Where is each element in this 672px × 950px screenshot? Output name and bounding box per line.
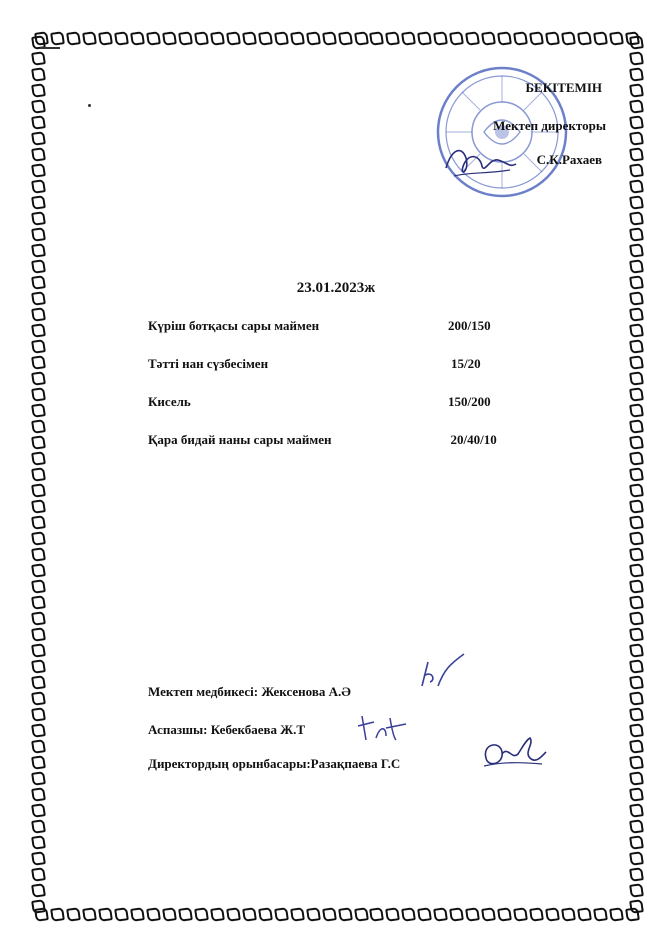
- border-ornament-icon: [628, 194, 644, 210]
- border-ornament-icon: [369, 30, 385, 46]
- border-ornament-icon: [628, 642, 644, 658]
- border-ornament-icon: [628, 530, 644, 546]
- dish-portion: 150/200: [448, 394, 491, 409]
- border-ornament-icon: [82, 30, 98, 46]
- border-ornament-icon: [30, 242, 46, 258]
- dish-name: Күріш ботқасы сары маймен: [148, 318, 320, 333]
- border-ornament-icon: [628, 626, 644, 642]
- border-ornament-icon: [628, 434, 644, 450]
- border-ornament-icon: [30, 754, 46, 770]
- border-ornament-icon: [417, 906, 433, 922]
- border-ornament-icon: [465, 30, 481, 46]
- director-name: С.К.Рахаев: [536, 152, 602, 167]
- border-ornament-icon: [321, 906, 337, 922]
- border-ornament-icon: [433, 30, 449, 46]
- menu-row: [148, 356, 548, 394]
- border-ornament-icon: [529, 30, 545, 46]
- menu-row: [148, 394, 548, 432]
- border-ornament-icon: [30, 418, 46, 434]
- border-ornament-icon: [30, 898, 46, 914]
- border-ornament-icon: [337, 906, 353, 922]
- border-ornament-icon: [30, 130, 46, 146]
- border-ornament-icon: [353, 906, 369, 922]
- border-ornament-icon: [30, 210, 46, 226]
- border-ornament-icon: [30, 690, 46, 706]
- border-ornament-icon: [576, 906, 592, 922]
- border-ornament-icon: [628, 562, 644, 578]
- border-ornament-icon: [433, 906, 449, 922]
- border-ornament-icon: [146, 906, 162, 922]
- border-ornament-icon: [162, 906, 178, 922]
- cook-line: Аспазшы: Кебекбаева Ж.Т: [148, 722, 306, 737]
- border-ornament-icon: [30, 50, 46, 66]
- border-ornament-icon: [30, 674, 46, 690]
- border-ornament-icon: [628, 722, 644, 738]
- border-ornament-icon: [30, 226, 46, 242]
- border-ornament-icon: [628, 178, 644, 194]
- border-ornament-icon: [353, 30, 369, 46]
- border-ornament-icon: [401, 30, 417, 46]
- border-ornament-icon: [30, 386, 46, 402]
- border-ornament-icon: [30, 722, 46, 738]
- director-position: Мектеп директоры: [493, 118, 606, 133]
- border-ornament-icon: [628, 674, 644, 690]
- border-ornament-icon: [98, 30, 114, 46]
- border-ornament-icon: [273, 906, 289, 922]
- border-ornament-icon: [628, 850, 644, 866]
- border-ornament-icon: [30, 482, 46, 498]
- border-ornament-icon: [146, 30, 162, 46]
- border-ornament-icon: [305, 30, 321, 46]
- border-ornament-icon: [289, 30, 305, 46]
- border-ornament-icon: [30, 434, 46, 450]
- dish-portion: 15/20: [451, 356, 481, 371]
- border-ornament-icon: [30, 114, 46, 130]
- nurse-line: Мектеп медбикесі: Жексенова А.Ә: [148, 684, 351, 699]
- border-ornament-icon: [30, 162, 46, 178]
- border-ornament-icon: [305, 906, 321, 922]
- border-ornament-icon: [30, 834, 46, 850]
- border-ornament-icon: [545, 30, 561, 46]
- border-ornament-icon: [628, 338, 644, 354]
- border-ornament-icon: [628, 546, 644, 562]
- border-ornament-icon: [66, 30, 82, 46]
- border-ornament-icon: [608, 906, 624, 922]
- menu-date: 23.01.2023ж: [296, 280, 376, 296]
- border-ornament-icon: [628, 770, 644, 786]
- speck: [88, 104, 91, 107]
- border-ornament-icon: [628, 146, 644, 162]
- border-ornament-icon: [628, 82, 644, 98]
- border-ornament-icon: [225, 906, 241, 922]
- border-ornament-icon: [628, 610, 644, 626]
- border-ornament-icon: [628, 242, 644, 258]
- border-ornament-icon: [417, 30, 433, 46]
- cook-signature: [356, 708, 410, 750]
- border-ornament-icon: [30, 578, 46, 594]
- border-ornament-icon: [30, 338, 46, 354]
- border-ornament-icon: [30, 786, 46, 802]
- border-ornament-icon: [225, 30, 241, 46]
- border-ornament-icon: [30, 322, 46, 338]
- border-ornament-icon: [628, 306, 644, 322]
- menu-row: [148, 432, 548, 470]
- border-ornament-icon: [449, 30, 465, 46]
- border-ornament-icon: [628, 834, 644, 850]
- border-ornament-icon: [628, 322, 644, 338]
- border-ornament-icon: [337, 30, 353, 46]
- border-ornament-icon: [30, 882, 46, 898]
- border-ornament-icon: [529, 906, 545, 922]
- border-ornament-icon: [560, 906, 576, 922]
- border-ornament-icon: [30, 530, 46, 546]
- border-ornament-icon: [30, 370, 46, 386]
- border-ornament-icon: [30, 178, 46, 194]
- border-ornament-icon: [30, 514, 46, 530]
- border-ornament-icon: [257, 906, 273, 922]
- border-ornament-icon: [628, 114, 644, 130]
- border-ornament-icon: [30, 354, 46, 370]
- border-ornament-icon: [30, 546, 46, 562]
- border-ornament-icon: [628, 786, 644, 802]
- border-ornament-icon: [30, 498, 46, 514]
- decorative-border-bottom: [34, 906, 640, 922]
- border-ornament-icon: [628, 34, 644, 50]
- border-ornament-icon: [560, 30, 576, 46]
- border-ornament-icon: [30, 562, 46, 578]
- border-ornament-icon: [628, 818, 644, 834]
- border-ornament-icon: [30, 770, 46, 786]
- border-ornament-icon: [628, 210, 644, 226]
- dish-name: Кисель: [148, 394, 191, 409]
- border-ornament-icon: [130, 30, 146, 46]
- border-ornament-icon: [513, 30, 529, 46]
- border-ornament-icon: [30, 194, 46, 210]
- menu-row: [148, 318, 548, 356]
- border-ornament-icon: [628, 754, 644, 770]
- border-ornament-icon: [628, 226, 644, 242]
- border-ornament-icon: [30, 626, 46, 642]
- border-ornament-icon: [66, 906, 82, 922]
- decorative-border-right: [628, 34, 644, 914]
- border-ornament-icon: [50, 30, 66, 46]
- menu-table: [148, 318, 548, 470]
- border-ornament-icon: [30, 466, 46, 482]
- border-ornament-icon: [628, 258, 644, 274]
- border-ornament-icon: [30, 66, 46, 82]
- border-ornament-icon: [30, 706, 46, 722]
- border-ornament-icon: [30, 258, 46, 274]
- border-ornament-icon: [30, 642, 46, 658]
- border-ornament-icon: [369, 906, 385, 922]
- border-ornament-icon: [628, 738, 644, 754]
- border-ornament-icon: [628, 578, 644, 594]
- border-ornament-icon: [209, 906, 225, 922]
- border-ornament-icon: [82, 906, 98, 922]
- border-ornament-icon: [30, 450, 46, 466]
- border-ornament-icon: [592, 906, 608, 922]
- border-ornament-icon: [628, 130, 644, 146]
- dish-portion: 20/40/10: [450, 432, 497, 447]
- border-ornament-icon: [608, 30, 624, 46]
- border-ornament-icon: [289, 906, 305, 922]
- border-ornament-icon: [30, 402, 46, 418]
- border-ornament-icon: [30, 818, 46, 834]
- border-ornament-icon: [628, 98, 644, 114]
- border-ornament-icon: [628, 402, 644, 418]
- border-ornament-icon: [628, 882, 644, 898]
- border-ornament-icon: [628, 802, 644, 818]
- border-ornament-icon: [628, 418, 644, 434]
- border-ornament-icon: [628, 466, 644, 482]
- decorative-border-top: [34, 30, 640, 46]
- border-ornament-icon: [628, 898, 644, 914]
- border-ornament-icon: [321, 30, 337, 46]
- border-ornament-icon: [114, 30, 130, 46]
- border-ornament-icon: [465, 906, 481, 922]
- border-ornament-icon: [130, 906, 146, 922]
- deputy-director-signature: [476, 730, 550, 778]
- border-ornament-icon: [30, 146, 46, 162]
- border-ornament-icon: [497, 906, 513, 922]
- border-ornament-icon: [628, 498, 644, 514]
- border-ornament-icon: [178, 30, 194, 46]
- border-ornament-icon: [628, 386, 644, 402]
- border-ornament-icon: [30, 306, 46, 322]
- border-ornament-icon: [592, 30, 608, 46]
- border-ornament-icon: [30, 98, 46, 114]
- border-ornament-icon: [481, 906, 497, 922]
- border-ornament-icon: [628, 50, 644, 66]
- border-ornament-icon: [628, 658, 644, 674]
- border-ornament-icon: [545, 906, 561, 922]
- border-ornament-icon: [401, 906, 417, 922]
- approval-title: БЕКІТЕМІН: [525, 80, 602, 95]
- border-ornament-icon: [628, 162, 644, 178]
- border-ornament-icon: [628, 450, 644, 466]
- border-ornament-icon: [178, 906, 194, 922]
- border-ornament-icon: [628, 866, 644, 882]
- border-ornament-icon: [628, 66, 644, 82]
- border-ornament-icon: [30, 658, 46, 674]
- decorative-border-left: [30, 34, 46, 914]
- border-ornament-icon: [209, 30, 225, 46]
- border-ornament-icon: [385, 30, 401, 46]
- border-ornament-icon: [194, 906, 210, 922]
- border-ornament-icon: [30, 866, 46, 882]
- border-ornament-icon: [449, 906, 465, 922]
- border-ornament-icon: [257, 30, 273, 46]
- border-ornament-icon: [513, 906, 529, 922]
- border-ornament-icon: [98, 906, 114, 922]
- deputy-director-line: Директордың орынбасары:Разақпаева Г.С: [148, 756, 401, 771]
- border-ornament-icon: [114, 906, 130, 922]
- border-ornament-icon: [385, 906, 401, 922]
- border-ornament-icon: [628, 514, 644, 530]
- border-corner-mark: [40, 47, 60, 49]
- dish-name: Тәтті нан сүзбесімен: [148, 356, 269, 371]
- border-ornament-icon: [30, 850, 46, 866]
- border-ornament-icon: [497, 30, 513, 46]
- border-ornament-icon: [628, 354, 644, 370]
- border-ornament-icon: [162, 30, 178, 46]
- border-ornament-icon: [241, 906, 257, 922]
- border-ornament-icon: [576, 30, 592, 46]
- border-ornament-icon: [628, 594, 644, 610]
- border-ornament-icon: [241, 30, 257, 46]
- border-ornament-icon: [628, 706, 644, 722]
- border-ornament-icon: [481, 30, 497, 46]
- border-ornament-icon: [628, 370, 644, 386]
- nurse-signature: [414, 650, 470, 694]
- border-ornament-icon: [273, 30, 289, 46]
- border-ornament-icon: [628, 482, 644, 498]
- border-ornament-icon: [30, 802, 46, 818]
- border-ornament-icon: [194, 30, 210, 46]
- dish-name: Қара бидай наны сары маймен: [148, 432, 332, 447]
- border-ornament-icon: [30, 82, 46, 98]
- border-ornament-icon: [30, 594, 46, 610]
- director-signature: [440, 138, 520, 188]
- dish-portion: 200/150: [448, 318, 491, 333]
- border-ornament-icon: [50, 906, 66, 922]
- border-ornament-icon: [30, 738, 46, 754]
- border-ornament-icon: [30, 610, 46, 626]
- border-ornament-icon: [628, 690, 644, 706]
